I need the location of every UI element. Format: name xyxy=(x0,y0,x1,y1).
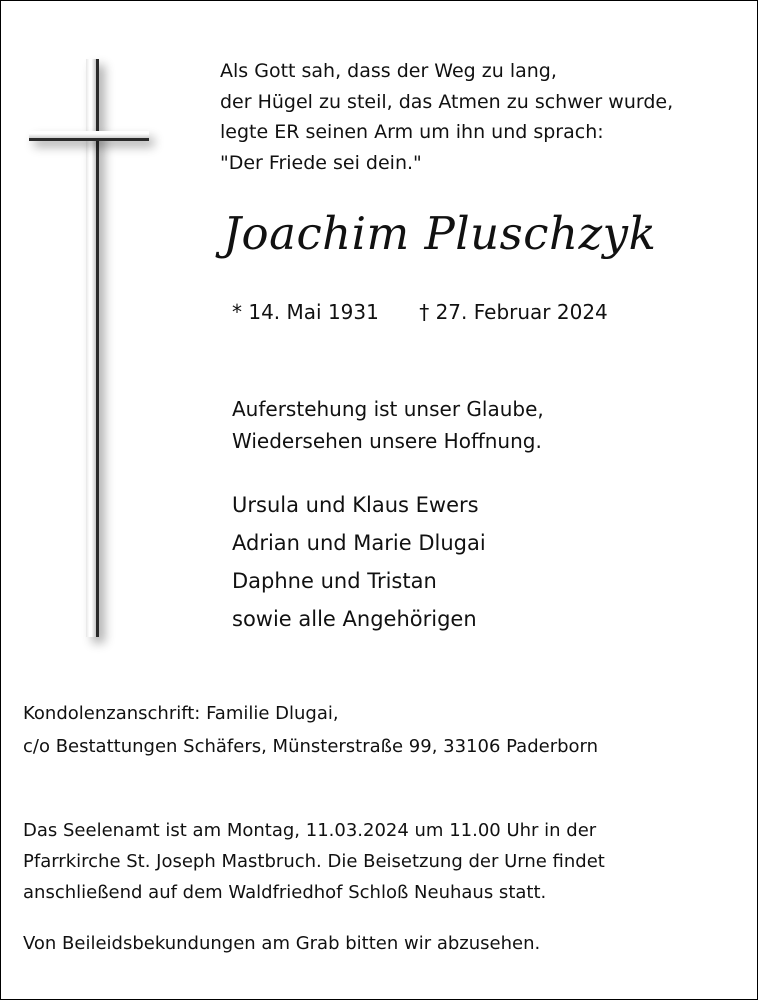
faith-line: Auferstehung ist unser Glaube, xyxy=(232,397,544,421)
mourner: Ursula und Klaus Ewers xyxy=(232,493,479,517)
birth-date: * 14. Mai 1931 xyxy=(232,300,379,324)
faith-line: Wiedersehen unsere Hoffnung. xyxy=(232,429,542,453)
verse-line: Als Gott sah, dass der Weg zu lang, xyxy=(220,60,557,82)
verse xyxy=(220,56,673,178)
faith-quote xyxy=(232,393,544,457)
service-info xyxy=(23,815,753,908)
service-line: anschließend auf dem Waldfriedhof Schloß Neuhaus statt. xyxy=(23,882,547,903)
mourner: Daphne und Tristan xyxy=(232,569,437,593)
condolence-address xyxy=(23,697,598,763)
verse-line: legte ER seinen Arm um ihn und sprach: xyxy=(220,121,604,143)
deceased-name: Joachim Pluschzyk xyxy=(223,207,657,260)
cross-vertical-beam xyxy=(86,59,99,637)
condolence-request-note: Von Beileidsbekundungen am Grab bitten wir abzusehen. xyxy=(23,933,541,954)
mourner: Adrian und Marie Dlugai xyxy=(232,531,486,555)
condolence-line: Kondolenzanschrift: Familie Dlugai, xyxy=(23,703,339,724)
service-line: Das Seelenamt ist am Montag, 11.03.2024 um 11.00 Uhr in der xyxy=(23,820,597,841)
life-dates xyxy=(232,298,608,326)
service-line: Pfarrkirche St. Joseph Mastbruch. Die Beisetzung der Urne findet xyxy=(23,851,605,872)
condolence-line: c/o Bestattungen Schäfers, Münsterstraße 99, 33106 Paderborn xyxy=(23,736,599,757)
verse-line: "Der Friede sei dein." xyxy=(220,151,422,174)
mourners-list xyxy=(232,486,486,638)
verse-line: der Hügel zu steil, das Atmen zu schwer wurde, xyxy=(220,90,674,113)
death-date: † 27. Februar 2024 xyxy=(419,300,608,324)
mourner: sowie alle Angehörigen xyxy=(232,607,477,631)
cross-horizontal-beam xyxy=(29,131,149,141)
